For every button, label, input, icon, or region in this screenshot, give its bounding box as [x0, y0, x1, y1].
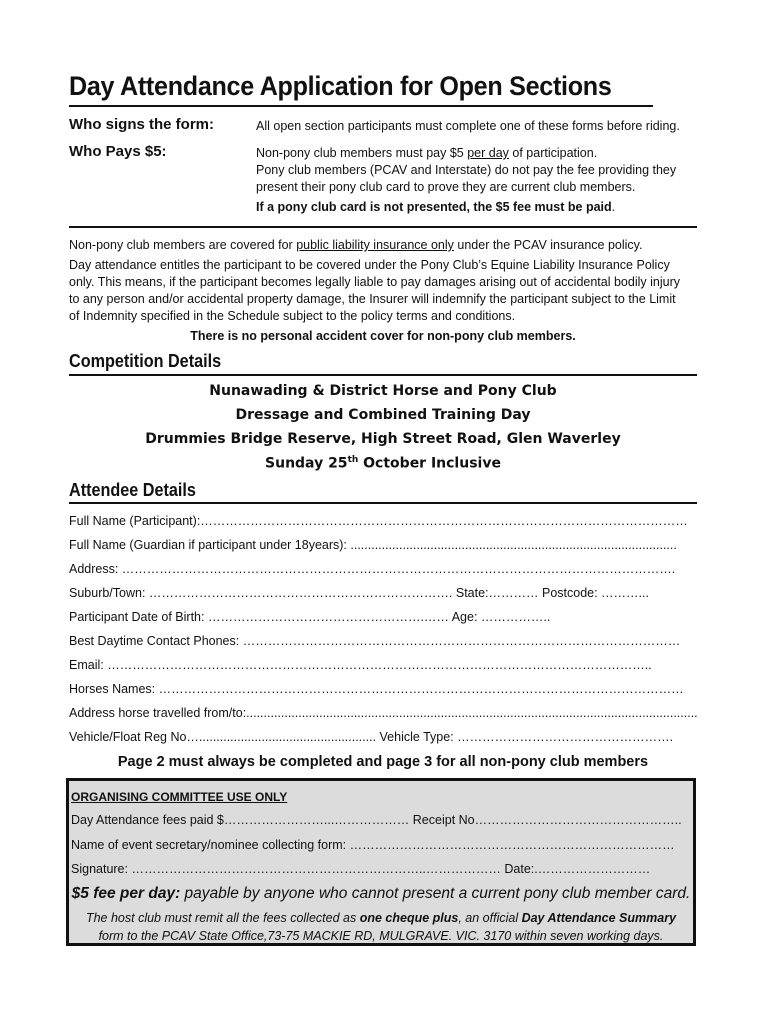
- who-signs-label: Who signs the form:: [69, 116, 214, 133]
- divider: [69, 374, 697, 376]
- remit-instructions-line2: form to the PCAV State Office,73-75 MACKIE RD, MULGRAVE. VIC. 3170 within seven working days.: [98, 929, 664, 943]
- guardian-name-field[interactable]: Full Name (Guardian if participant under 18years): ..............................................................................................: [69, 538, 677, 552]
- page-title: Day Attendance Application for Open Sections: [69, 70, 653, 107]
- office-use-box: [66, 778, 696, 946]
- insurance-p2-line1: Day attendance entitles the participant to be covered under the Pony Club’s Equine Liability Insurance Policy: [69, 258, 670, 272]
- vehicle-field[interactable]: Vehicle/Float Reg No…................................................... Vehicle Type: …………………………………………….: [69, 730, 674, 744]
- competition-heading: Competition Details: [69, 351, 222, 371]
- event-date: Sunday 25th October Inclusive: [265, 455, 501, 472]
- secretary-field[interactable]: Name of event secretary/nominee collecting form: ……………………………………………………………………: [71, 838, 675, 852]
- signature-date-field[interactable]: Signature: ……………………………………………………………..……………… Date:.………………………: [71, 862, 651, 876]
- address-field[interactable]: Address: …………………………………………………………………………………………………………………….: [69, 562, 676, 576]
- who-pays-line2: Pony club members (PCAV and Interstate) do not pay the fee providing they: [256, 163, 677, 177]
- who-pays-line4: If a pony club card is not presented, the $5 fee must be paid.: [256, 200, 616, 214]
- horse-travel-address-field[interactable]: Address horse travelled from/to:..................................................................................................................................: [69, 706, 698, 720]
- fees-receipt-field[interactable]: Day Attendance fees paid $……………………...……………… Receipt No…………………………………………..: [71, 813, 682, 827]
- who-pays-line1: Non-pony club members must pay $5 per day of participation.: [256, 146, 598, 160]
- insurance-p2-line2: only. This means, if the participant becomes legally liable to pay damages arising out of accidental bodily injury: [69, 275, 680, 289]
- fee-statement: $5 fee per day: payable by anyone who cannot present a current pony club member card.: [71, 885, 691, 902]
- insurance-p2-line4: of Indemnity specified in the Schedule subject to the policy terms and conditions.: [69, 309, 516, 323]
- page-completion-note: Page 2 must always be completed and page 3 for all non-pony club members: [117, 754, 649, 770]
- full-name-field[interactable]: Full Name (Participant):………………………………………………………………………………………………………: [69, 514, 688, 528]
- remit-instructions-line1: The host club must remit all the fees collected as one cheque plus, an official Day Attendance Summary: [85, 911, 677, 925]
- who-pays-line3: present their pony club card to prove they are current club members.: [256, 180, 636, 194]
- dob-age-field[interactable]: Participant Date of Birth: …………………………………………….…… Age: ……………..: [69, 610, 551, 624]
- insurance-p2-line3: to any person and/or accidental property damage, the Insurer will indemnify the participant subject to the Limit: [69, 292, 676, 306]
- attendee-heading: Attendee Details: [69, 480, 196, 500]
- no-accident-cover: There is no personal accident cover for non-pony club members.: [190, 329, 576, 343]
- insurance-p1: Non-pony club members are covered for public liability insurance only under the PCAV insurance policy.: [69, 238, 643, 252]
- suburb-state-postcode-field[interactable]: Suburb/Town: ………………………………………………………………. State:………… Postcode: ………...: [69, 586, 649, 600]
- divider: [69, 502, 697, 504]
- office-use-heading: ORGANISING COMMITTEE USE ONLY: [71, 790, 288, 804]
- venue: Drummies Bridge Reserve, High Street Road, Glen Waverley: [145, 431, 621, 447]
- horses-names-field[interactable]: Horses Names: ………………………………………………………………………………………………………………: [69, 682, 684, 696]
- who-signs-text: All open section participants must complete one of these forms before riding.: [256, 119, 680, 133]
- club-name: Nunawading & District Horse and Pony Club: [209, 383, 557, 399]
- who-pays-label: Who Pays $5:: [69, 143, 167, 160]
- divider: [69, 226, 697, 228]
- event-name: Dressage and Combined Training Day: [235, 407, 531, 423]
- email-field[interactable]: Email: …………………………………………………………………………………………………………………..: [69, 658, 652, 672]
- phones-field[interactable]: Best Daytime Contact Phones: ……………………………………………………………………………………………: [69, 634, 681, 648]
